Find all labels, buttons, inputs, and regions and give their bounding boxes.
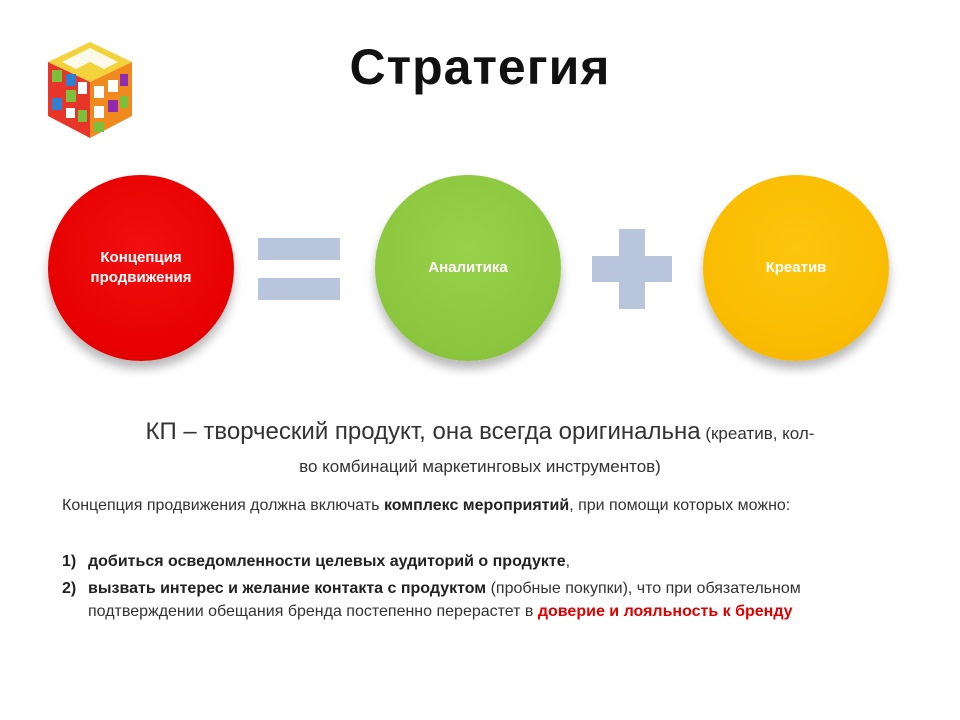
circle-analytics <box>375 175 561 361</box>
equals-sign-icon <box>258 238 340 300</box>
intro-paragraph <box>62 494 898 517</box>
goals-list <box>62 550 898 627</box>
circle-promotion-concept <box>48 175 234 361</box>
kp-statement <box>60 416 900 484</box>
list-item-number: 1) <box>62 553 77 570</box>
intro-text-part2: , при помощи которых можно: <box>569 497 791 514</box>
intro-text-bold: комплекс мероприятий <box>383 497 570 514</box>
circle-creative-label: Креатив <box>765 258 827 276</box>
kp-aside-text-1: (креатив, кол- <box>700 424 815 443</box>
list-item <box>62 577 898 623</box>
kp-aside-text-2: во комбинаций маркетинговых инструментов) <box>299 457 661 476</box>
intro-text-part1: Концепция продвижения должна включать <box>62 497 384 514</box>
list-item-rest: , <box>565 553 571 570</box>
list-item <box>62 550 898 573</box>
list-item-highlight: доверие и лояльность к бренду <box>537 603 793 620</box>
kp-main-text: КП – творческий продукт, она всегда оригинальна <box>145 418 701 445</box>
page-title: Стратегия <box>349 39 611 95</box>
circle-promotion-concept-label: Концепция продвижения <box>90 248 192 286</box>
list-item-number: 2) <box>62 580 77 597</box>
list-item-rest: (пробные покупки), что при обязательном подтверждении обещания бренда постепенно перерастет в <box>88 580 801 620</box>
circle-creative <box>703 175 889 361</box>
list-item-bold: вызвать интерес и желание контакта с продуктом <box>88 580 487 597</box>
list-item-bold: добиться осведомленности целевых аудиторий о продукте <box>88 553 566 570</box>
plus-sign-icon <box>592 229 672 309</box>
circle-analytics-label: Аналитика <box>428 258 508 276</box>
